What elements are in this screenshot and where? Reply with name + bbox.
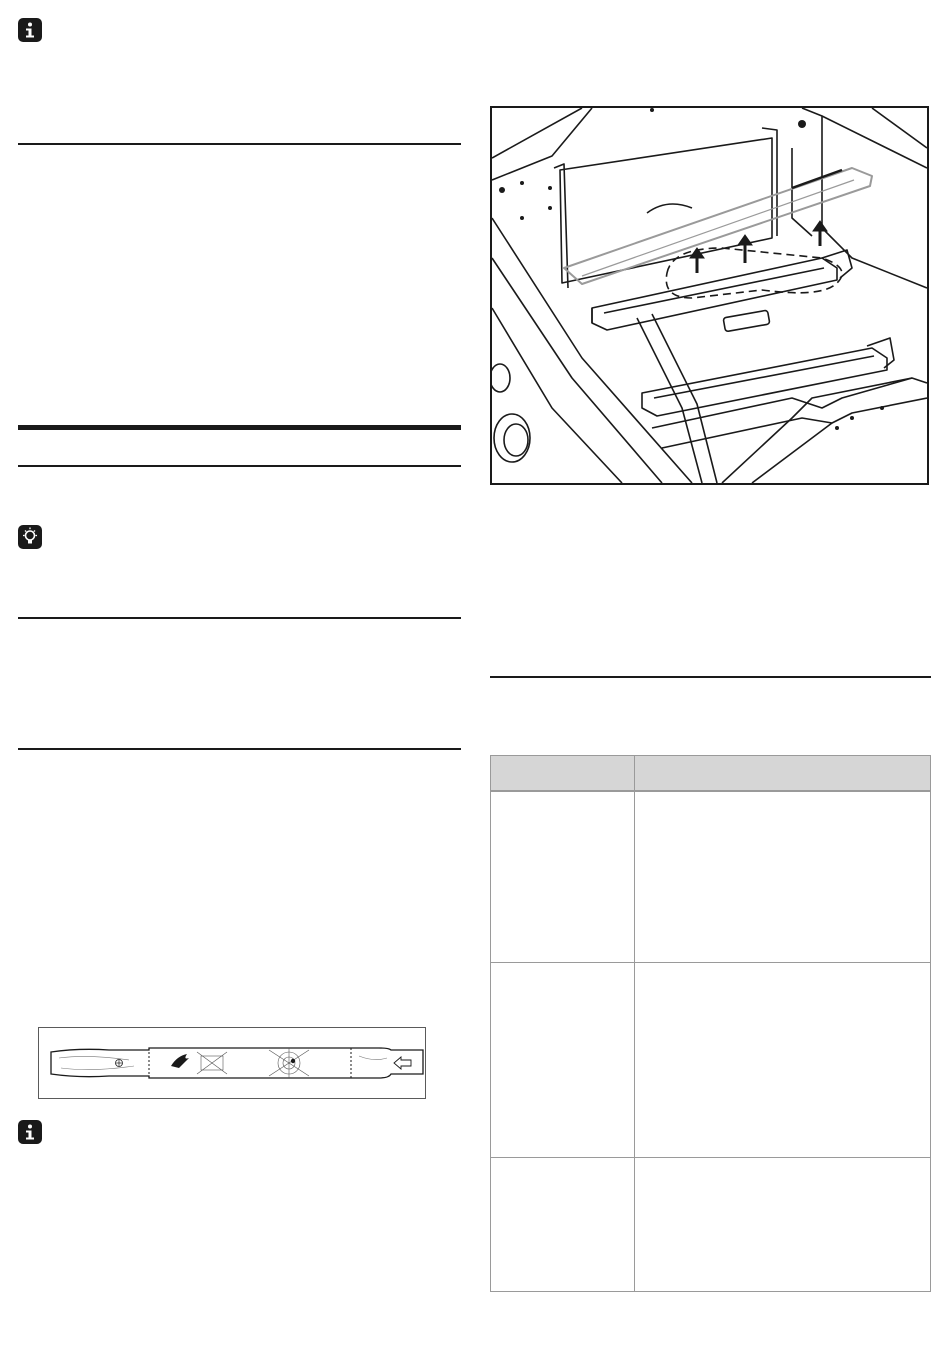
section-divider xyxy=(18,748,461,750)
section-divider-heavy xyxy=(18,425,461,430)
info-icon xyxy=(18,1120,42,1144)
burner-tube-removal-figure xyxy=(490,106,929,485)
table-header-rule xyxy=(491,790,930,792)
table-row-divider xyxy=(491,1157,930,1158)
section-divider xyxy=(490,676,931,678)
table-header-cell-1 xyxy=(491,756,634,790)
spider-insect-guard-figure xyxy=(38,1027,426,1099)
troubleshooting-table xyxy=(490,755,931,1292)
section-divider xyxy=(18,617,461,619)
section-divider xyxy=(18,465,461,467)
table-row-divider xyxy=(491,962,930,963)
table-column-divider xyxy=(634,756,635,1291)
section-divider xyxy=(18,143,461,145)
table-header-cell-2 xyxy=(635,756,930,790)
info-icon xyxy=(18,18,42,42)
lightbulb-icon xyxy=(18,525,42,549)
